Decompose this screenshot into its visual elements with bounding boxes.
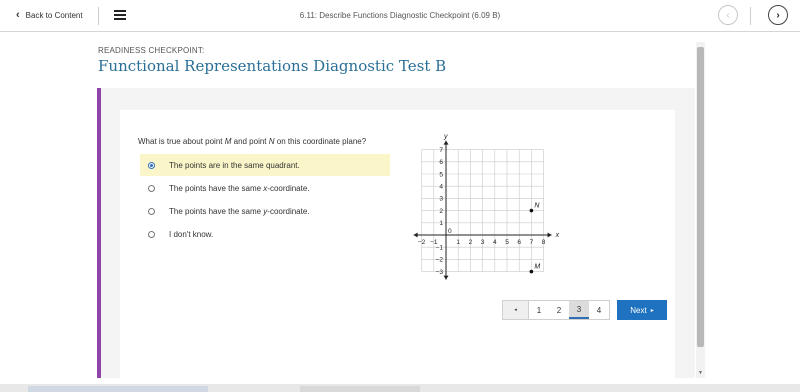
option-label: The points have the same x-coordinate. xyxy=(169,183,310,193)
page-1-button[interactable]: 1 xyxy=(536,305,542,315)
y-tick-label: 4 xyxy=(439,183,443,191)
y-axis-label: y xyxy=(444,133,448,141)
bottom-bar-segment xyxy=(28,386,208,392)
x-axis-arrow-icon xyxy=(414,233,418,238)
y-tick-label: 1 xyxy=(439,220,443,228)
point-m-label: M xyxy=(534,263,541,271)
divider xyxy=(750,7,751,25)
x-tick-label: −2 xyxy=(417,239,426,246)
previous-lesson-button[interactable] xyxy=(718,5,738,25)
point-m xyxy=(530,270,534,274)
point-n-label: N xyxy=(534,202,540,210)
page-2-button[interactable]: 2 xyxy=(556,305,562,315)
y-tick-label: −1 xyxy=(435,244,443,252)
chevron-left-icon: ‹ xyxy=(16,9,20,21)
answer-option-same-y[interactable] xyxy=(140,200,390,222)
y-axis-arrow-icon xyxy=(444,141,449,145)
previous-page-button[interactable] xyxy=(503,301,529,319)
origin-label: 0 xyxy=(448,228,452,235)
tick-labels xyxy=(418,147,546,276)
option-label: I don't know. xyxy=(169,229,214,239)
next-label: Next xyxy=(630,305,647,315)
point-m-var: M xyxy=(224,137,232,146)
radio-icon[interactable] xyxy=(148,185,155,192)
coordinate-plane xyxy=(398,132,563,287)
option-label: The points are in the same quadrant. xyxy=(169,160,300,170)
y-tick-label: 2 xyxy=(439,207,443,215)
x-axis-label: x xyxy=(555,232,560,239)
chevron-right-icon: › xyxy=(776,9,780,21)
next-button[interactable] xyxy=(617,300,667,320)
pagination xyxy=(502,300,610,320)
page-3-button[interactable]: 3 xyxy=(569,301,589,319)
point-n xyxy=(530,209,534,213)
y-tick-label: 5 xyxy=(439,171,443,179)
triangle-right-icon: ▸ xyxy=(650,307,654,314)
x-tick-label: 5 xyxy=(505,239,509,246)
point-n-var: N xyxy=(268,137,275,146)
y-tick-label: 6 xyxy=(439,159,443,167)
x-axis-arrow-icon xyxy=(548,233,552,238)
next-lesson-button[interactable] xyxy=(768,5,788,25)
scrollbar-thumb[interactable] xyxy=(697,47,704,347)
answer-option-same-quadrant[interactable] xyxy=(140,154,390,176)
y-tick-label: 3 xyxy=(439,195,443,203)
page-4-button[interactable]: 4 xyxy=(596,305,602,315)
page-title: Functional Representations Diagnostic Test B xyxy=(98,57,447,75)
option-label: The points have the same y-coordinate. xyxy=(169,206,310,216)
bottom-bar xyxy=(0,384,800,392)
x-tick-label: 8 xyxy=(541,239,546,246)
answer-option-dont-know[interactable] xyxy=(140,223,390,245)
radio-selected-icon[interactable] xyxy=(148,162,155,169)
x-tick-label: 4 xyxy=(492,239,497,246)
back-label: Back to Content xyxy=(25,10,83,20)
y-axis-arrow-icon xyxy=(444,276,449,280)
y-tick-label: −2 xyxy=(435,256,443,264)
readiness-kicker: READINESS CHECKPOINT: xyxy=(98,46,205,55)
x-tick-label: 3 xyxy=(480,239,485,246)
radio-icon[interactable] xyxy=(148,208,155,215)
y-tick-label: 7 xyxy=(439,146,443,154)
x-tick-label: 6 xyxy=(517,239,522,246)
chevron-left-icon: ‹ xyxy=(726,9,730,21)
x-tick-label: 2 xyxy=(468,239,473,246)
answer-option-same-x[interactable] xyxy=(140,177,390,199)
y-tick-label: −3 xyxy=(435,268,443,276)
scroll-down-arrow-icon[interactable]: ▼ xyxy=(698,370,703,376)
lesson-title: 6.11: Describe Functions Diagnostic Checkpoint (6.09 B) xyxy=(299,11,501,20)
x-tick-label: 1 xyxy=(456,239,461,246)
bottom-bar-segment xyxy=(300,386,420,392)
question-text: What is true about point M and point N on this coordinate plane? xyxy=(138,137,367,146)
radio-icon[interactable] xyxy=(148,231,155,238)
x-tick-label: −1 xyxy=(430,239,438,246)
top-bar xyxy=(0,0,800,32)
x-tick-label: 7 xyxy=(529,239,534,246)
triangle-left-icon: ◂ xyxy=(514,307,517,313)
